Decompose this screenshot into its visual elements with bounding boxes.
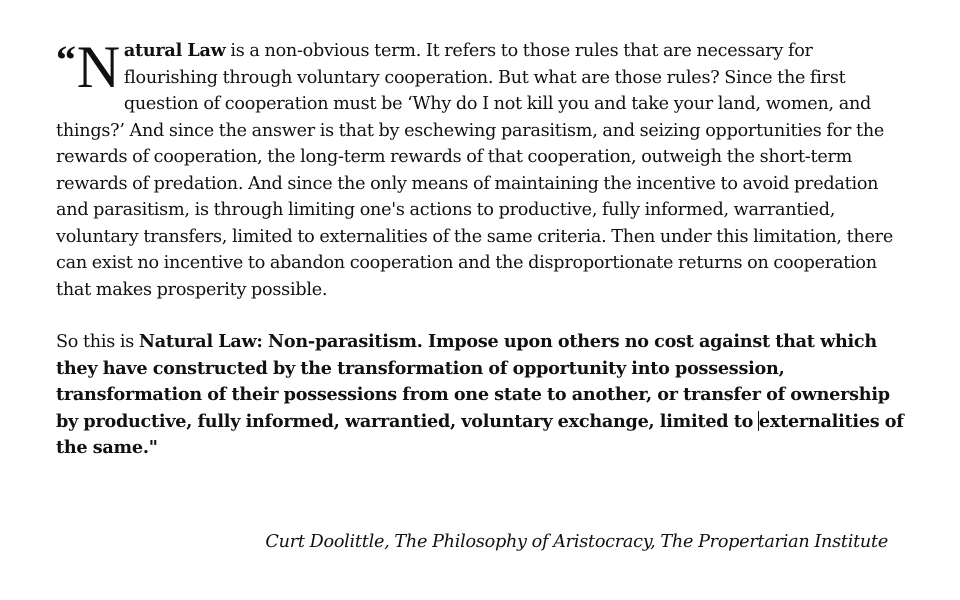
drop-cap	[56, 34, 120, 100]
quote-paragraph-2	[56, 329, 908, 462]
opening-quote-mark: “	[56, 37, 76, 82]
lead-term: atural Law	[123, 40, 226, 61]
attribution: Curt Doolittle, The Philosophy of Aristocracy, The Propertarian Institute	[265, 532, 888, 552]
paragraph-2-bold-a: Natural Law: Non-parasitism. Impose upon others no cost against that which they have constructed by the transformation of opportunity into possession, transformation of their possessions from one state to another, or transfer of ownership by productive, fully informed, warrantied, voluntary exchange, limited to	[56, 331, 890, 432]
drop-cap-letter: N	[76, 34, 120, 100]
paragraph-1-text: is a non-obvious term. It refers to those rules that are necessary for flourishing through voluntary cooperation. But what are those rules? Since the first question of cooperation must be ‘Why do I not kill you and take your land, women, and things?’ And since the answer is that by eschewing parasitism, and seizing opportunities for the rewards of cooperation, the long-term rewards of that cooperation, outweigh the short-term rewards of predation. And since the only means of maintaining the incentive to avoid predation and parasitism, is through limiting one's actions to productive, fully informed, warrantied, voluntary transfers, limited to externalities of the same criteria. Then under this limitation, there can exist no incentive to abandon cooperation and the disproportionate returns on cooperation that makes prosperity possible.	[56, 41, 893, 300]
quote-paragraph-1	[56, 34, 908, 303]
paragraph-2-lead: So this is	[56, 332, 139, 352]
paragraph-2-bold-b: externalities of the same."	[56, 410, 904, 458]
quote-block	[56, 34, 908, 462]
